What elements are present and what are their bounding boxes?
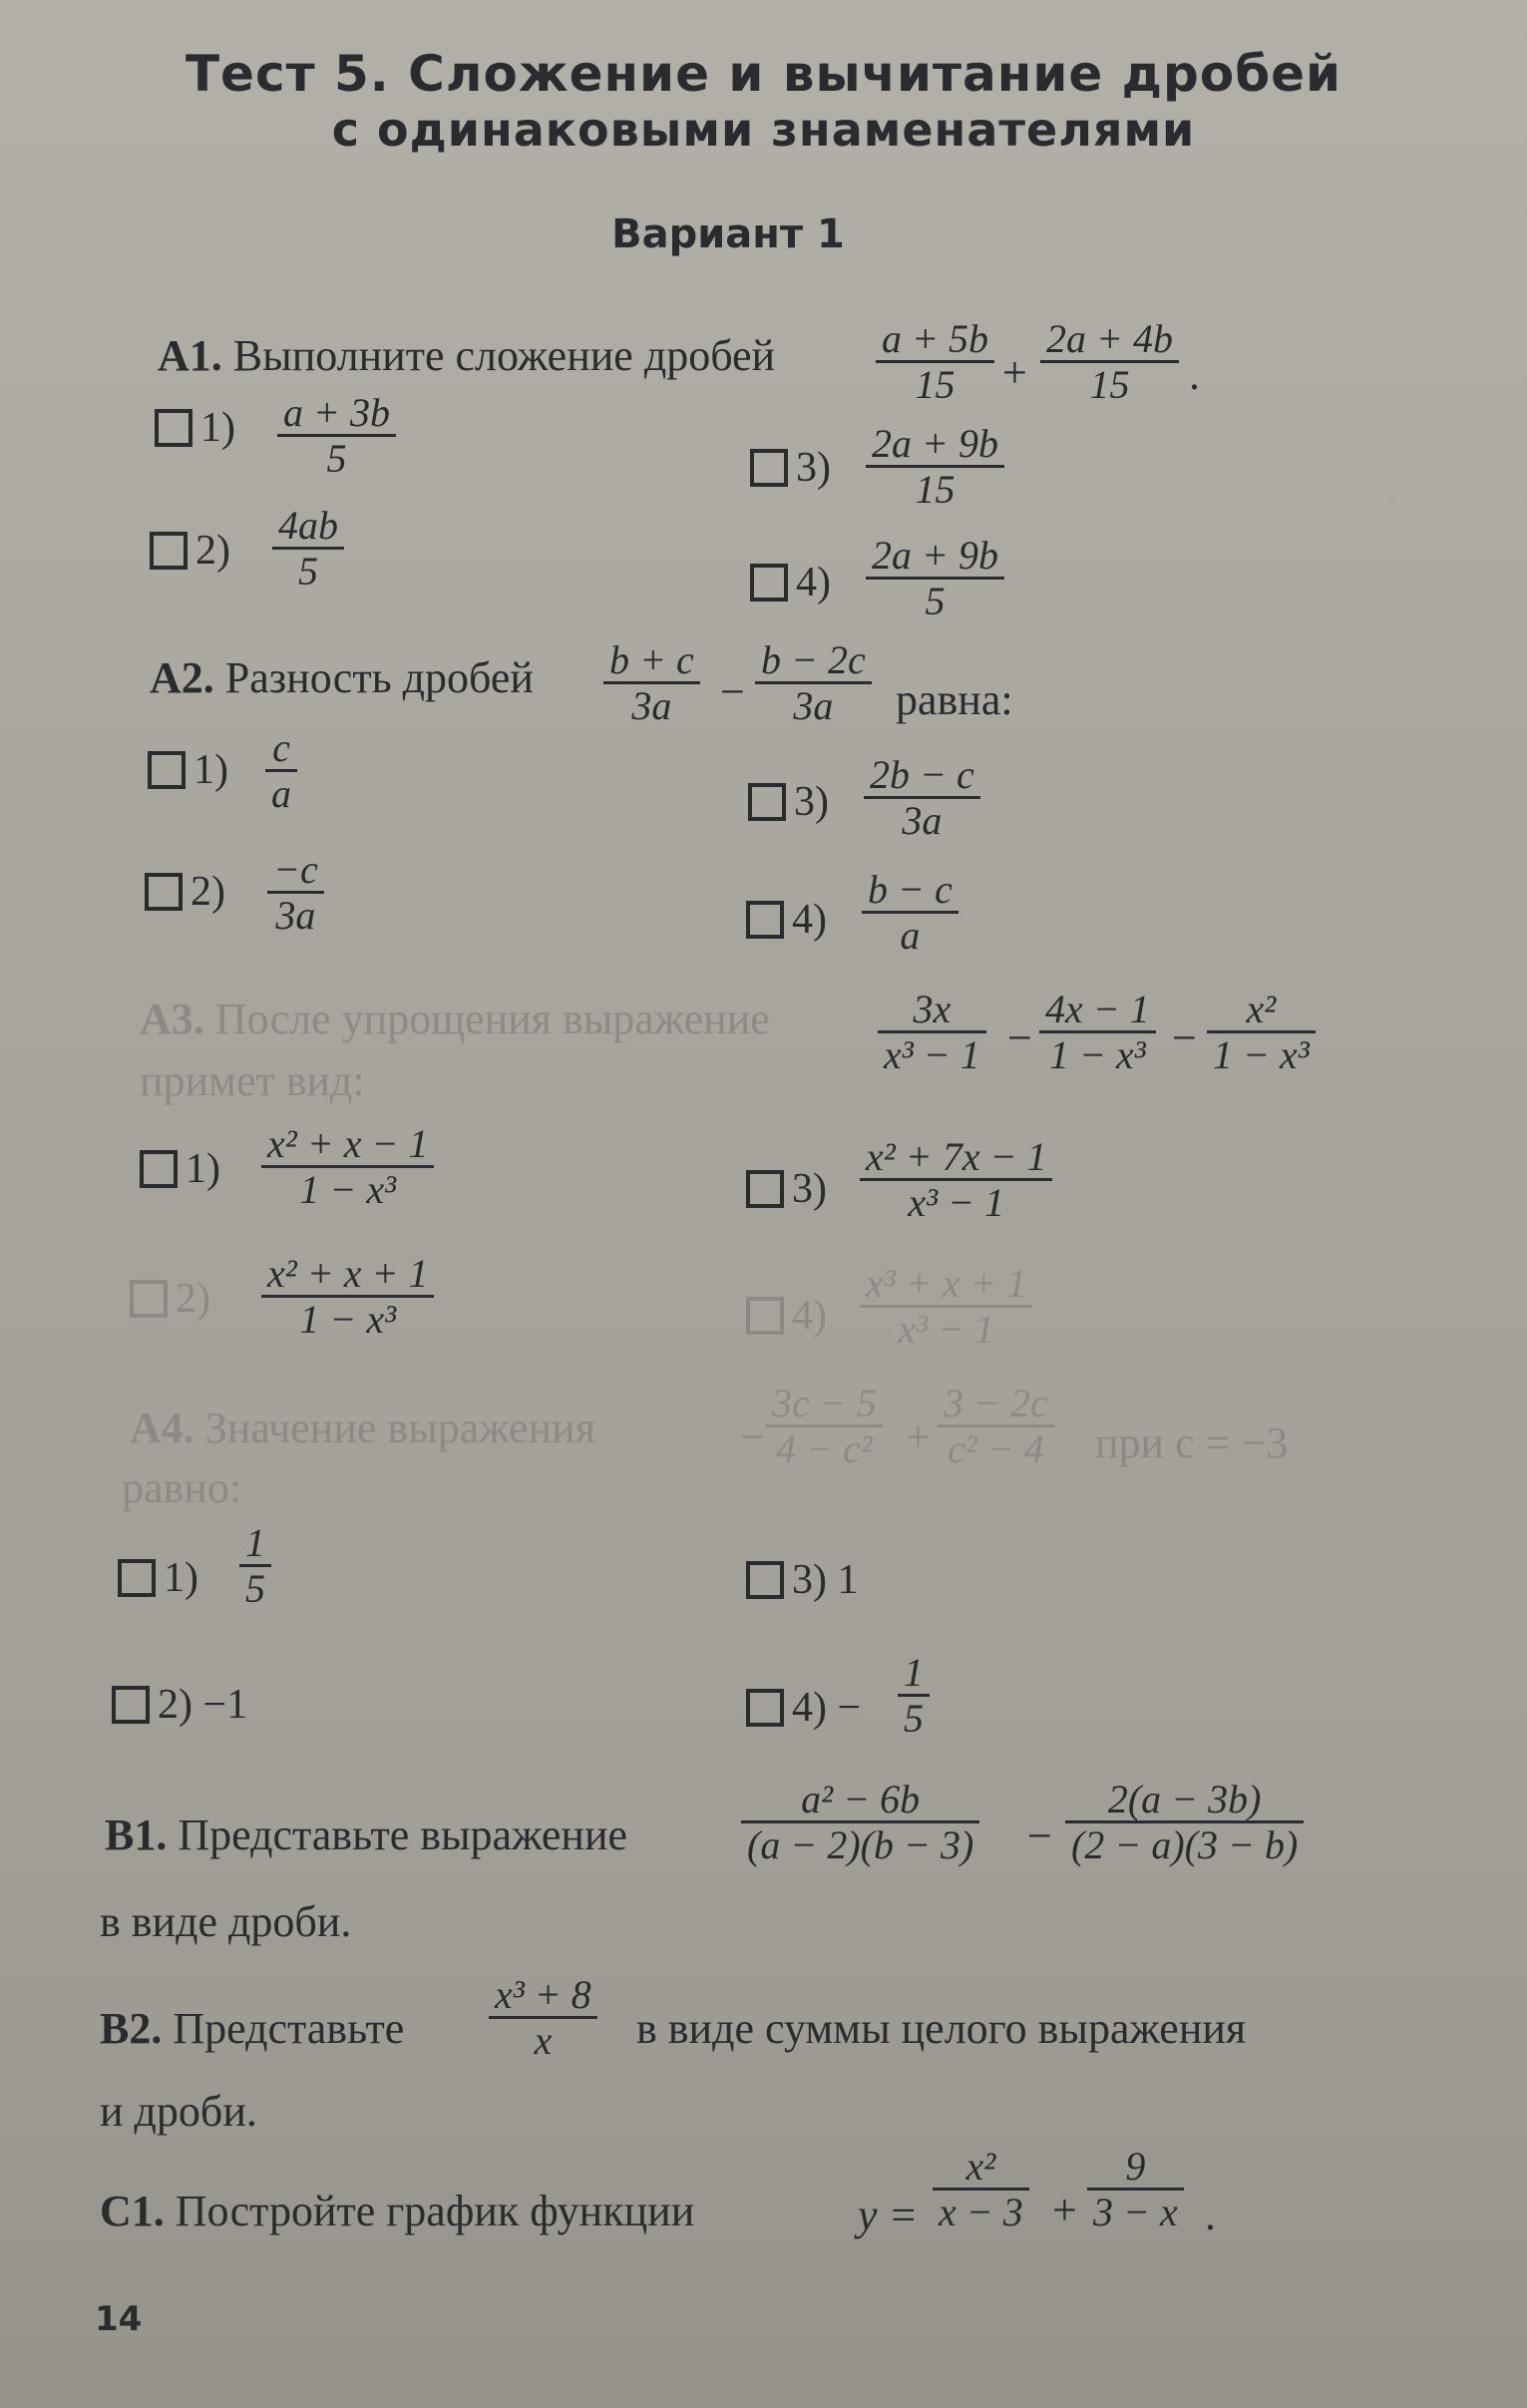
option-label: 1)	[186, 1146, 220, 1192]
a4-option-4[interactable]	[746, 1684, 861, 1732]
question-a4-condition: при c = −3	[1095, 1418, 1289, 1467]
fraction-num: 4ab	[272, 504, 344, 550]
a3-fraction-2-num: 4x − 1	[1039, 988, 1156, 1033]
a2-option-2[interactable]	[145, 868, 225, 916]
question-c1-text: Постройте график функции	[175, 2187, 695, 2235]
minus-sign: −	[1172, 1013, 1197, 1062]
fraction-den: 1 − x³	[299, 1167, 397, 1213]
a2-fraction-1	[603, 638, 700, 727]
checkbox[interactable]	[148, 751, 186, 789]
question-a3-line2: примет вид:	[140, 1056, 365, 1105]
a2-fraction-2-num: b − 2c	[755, 638, 872, 684]
checkbox[interactable]	[155, 409, 192, 447]
fraction-num: b − c	[862, 868, 958, 914]
fraction-num: x³ + x + 1	[860, 1262, 1032, 1308]
a1-fraction-2-num: 2a + 4b	[1040, 317, 1179, 363]
option-label: 4)	[792, 1293, 827, 1339]
variant-heading: Вариант 1	[611, 211, 845, 257]
a2-option-2-fraction	[267, 848, 324, 937]
fraction-num: 1	[898, 1651, 930, 1697]
b1-fraction-1	[741, 1778, 979, 1866]
fraction-num: 1	[239, 1521, 271, 1567]
question-b1	[105, 1810, 628, 1859]
a3-fraction-1-den: x³ − 1	[884, 1032, 980, 1078]
question-c1-number: С1.	[100, 2187, 165, 2235]
fraction-den: 3a	[275, 893, 316, 939]
a2-option-3[interactable]	[748, 778, 829, 826]
a4-option-3[interactable]	[746, 1556, 859, 1604]
minus-sign: −	[740, 1412, 765, 1461]
question-a2-text: Разность дробей	[224, 653, 534, 702]
a3-option-2-fraction	[261, 1252, 434, 1341]
question-a2	[150, 653, 534, 702]
checkbox[interactable]	[750, 449, 788, 487]
a2-fraction-2-den: 3a	[793, 683, 834, 729]
option-label: 2)	[176, 1276, 210, 1322]
fraction-den: 1 − x³	[299, 1297, 397, 1343]
b1-fraction-2-num: 2(a − 3b)	[1065, 1778, 1304, 1823]
a3-fraction-1-num: 3x	[878, 988, 986, 1033]
a1-option-1[interactable]	[155, 404, 235, 452]
test-title-line1: Тест 5. Сложение и вычитание дробей	[185, 45, 1342, 103]
a3-option-2[interactable]	[130, 1275, 210, 1323]
a1-fraction-1	[876, 317, 994, 406]
a4-option-1-fraction	[239, 1521, 271, 1610]
option-label: 3)	[792, 1166, 827, 1212]
fraction-den: 5	[904, 1696, 924, 1742]
a2-fraction-1-den: 3a	[631, 683, 672, 729]
a3-fraction-3	[1207, 988, 1316, 1076]
question-a4	[130, 1406, 595, 1450]
checkbox[interactable]	[746, 1561, 784, 1599]
checkbox[interactable]	[746, 901, 784, 939]
fraction-den: 3a	[902, 798, 943, 844]
checkbox[interactable]	[748, 783, 786, 821]
minus-sign: −	[1027, 1811, 1052, 1860]
a1-option-1-fraction	[277, 391, 396, 480]
a3-option-3-fraction	[860, 1135, 1052, 1224]
b2-fraction	[489, 1973, 597, 2062]
option-label: 4)	[792, 897, 827, 943]
option-label: 4) −	[792, 1685, 862, 1731]
a4-fraction-2-num: 3 − 2c	[938, 1382, 1054, 1427]
a1-option-4-fraction	[866, 534, 1004, 622]
c1-fraction-1-den: x − 3	[939, 2190, 1023, 2235]
plus-sign: +	[1002, 348, 1027, 397]
period: .	[1205, 2191, 1216, 2239]
plus-sign: +	[906, 1412, 931, 1461]
option-label: 3) 1	[792, 1557, 859, 1603]
question-a3	[140, 995, 770, 1043]
question-b1-line2: в виде дроби.	[100, 1897, 352, 1946]
checkbox[interactable]	[150, 532, 188, 570]
c1-fraction-1-num: x²	[933, 2145, 1029, 2191]
fraction-num: −c	[267, 848, 324, 894]
a1-fraction-2	[1040, 317, 1179, 406]
option-label: 4)	[796, 560, 831, 605]
option-label: 2)	[195, 528, 230, 574]
option-label: 1)	[193, 747, 228, 793]
c1-fraction-2	[1087, 2145, 1184, 2233]
fraction-num: x² + 7x − 1	[860, 1135, 1052, 1181]
question-c1	[100, 2187, 695, 2235]
question-a4-number: А4.	[130, 1404, 194, 1452]
a2-option-1-fraction	[265, 726, 297, 815]
checkbox[interactable]	[130, 1280, 168, 1318]
a2-option-4[interactable]	[746, 896, 827, 944]
b1-fraction-2-den: (2 − a)(3 − b)	[1071, 1822, 1299, 1868]
a3-fraction-2	[1039, 988, 1156, 1076]
page-number: 14	[95, 2299, 143, 2339]
c1-fraction-2-den: 3 − x	[1093, 2190, 1178, 2235]
question-b2-rest: в виде суммы целого выражения	[636, 2004, 1247, 2053]
a1-fraction-2-den: 15	[1089, 362, 1130, 408]
option-label: 2) −1	[158, 1682, 248, 1728]
question-b1-number: В1.	[105, 1810, 168, 1859]
b1-fraction-1-den: (a − 2)(b − 3)	[747, 1822, 974, 1868]
fraction-num: 2b − c	[864, 753, 980, 799]
a4-fraction-1	[766, 1382, 883, 1470]
fraction-den: a	[900, 913, 921, 959]
a3-fraction-3-den: 1 − x³	[1213, 1032, 1310, 1078]
checkbox[interactable]	[118, 1559, 156, 1597]
question-a1	[158, 331, 776, 380]
function-y-equals: y =	[858, 2191, 919, 2239]
question-a4-text: Значение выражения	[204, 1404, 595, 1452]
question-b1-text: Представьте выражение	[178, 1810, 628, 1859]
option-label: 3)	[796, 445, 831, 491]
checkbox[interactable]	[750, 564, 788, 602]
c1-fraction-2-num: 9	[1087, 2145, 1184, 2191]
a3-fraction-1	[878, 988, 986, 1076]
fraction-den: x³ − 1	[908, 1180, 1005, 1226]
a2-fraction-2	[755, 638, 872, 727]
minus-sign: −	[1007, 1013, 1032, 1062]
fraction-den: 5	[925, 579, 946, 624]
question-a2-suffix: равна:	[896, 675, 1013, 724]
a4-fraction-1-num: 3c − 5	[766, 1382, 883, 1427]
question-b2	[100, 2004, 405, 2053]
fraction-den: 15	[915, 467, 955, 513]
a1-option-3[interactable]	[750, 444, 831, 492]
question-a3-text: После упрощения выражение	[214, 995, 770, 1043]
checkbox[interactable]	[746, 1297, 784, 1335]
a3-option-1[interactable]	[140, 1145, 220, 1193]
question-a3-number: А3.	[140, 995, 204, 1043]
a1-option-3-fraction	[866, 422, 1004, 511]
option-label: 1)	[200, 405, 235, 451]
plus-sign: +	[1052, 2186, 1077, 2234]
period: .	[1189, 350, 1200, 399]
fraction-den: x³ − 1	[898, 1307, 995, 1353]
c1-fraction-1	[933, 2145, 1029, 2233]
question-a1-text: Выполните сложение дробей	[232, 331, 776, 380]
option-label: 2)	[191, 869, 225, 915]
a2-fraction-1-num: b + c	[603, 638, 700, 684]
question-b2-line2: и дроби.	[100, 2087, 257, 2136]
a3-option-4-fraction	[860, 1262, 1032, 1351]
fraction-num: a + 3b	[277, 391, 396, 437]
a4-fraction-1-den: 4 − c²	[776, 1426, 873, 1472]
a4-option-1[interactable]	[118, 1554, 198, 1602]
a2-option-3-fraction	[864, 753, 980, 842]
b1-fraction-2	[1065, 1778, 1304, 1866]
a1-fraction-1-num: a + 5b	[876, 317, 994, 363]
fraction-den: 5	[326, 436, 347, 482]
a1-fraction-1-den: 15	[915, 362, 955, 408]
a1-option-2[interactable]	[150, 527, 230, 575]
fraction-num: c	[265, 726, 297, 772]
a4-fraction-2	[938, 1382, 1054, 1470]
a4-option-2[interactable]	[112, 1681, 247, 1729]
question-a2-number: А2.	[150, 653, 214, 702]
checkbox[interactable]	[746, 1689, 784, 1727]
b2-fraction-num: x³ + 8	[489, 1973, 597, 2019]
a3-option-4[interactable]	[746, 1292, 827, 1340]
question-a4-line2: равно:	[122, 1463, 242, 1512]
minus-sign: −	[720, 667, 745, 716]
fraction-num: x² + x − 1	[261, 1122, 434, 1168]
a3-option-1-fraction	[261, 1122, 434, 1211]
b2-fraction-den: x	[534, 2018, 553, 2064]
a4-fraction-2-den: c² − 4	[948, 1426, 1044, 1472]
a4-option-4-fraction	[898, 1651, 930, 1740]
fraction-num: 2a + 9b	[866, 534, 1004, 580]
fraction-den: a	[271, 771, 291, 817]
a2-option-4-fraction	[862, 868, 958, 957]
a2-option-1[interactable]	[148, 746, 228, 794]
b1-fraction-1-num: a² − 6b	[741, 1778, 979, 1823]
a3-fraction-3-num: x²	[1207, 988, 1316, 1033]
question-b2-number: В2.	[100, 2004, 163, 2053]
fraction-den: 5	[245, 1566, 265, 1612]
question-b2-text: Представьте	[173, 2004, 405, 2053]
fraction-num: x² + x + 1	[261, 1252, 434, 1298]
option-label: 3)	[794, 779, 829, 825]
option-label: 1)	[164, 1555, 198, 1601]
a3-fraction-2-den: 1 − x³	[1049, 1032, 1146, 1078]
checkbox[interactable]	[140, 1150, 178, 1188]
checkbox[interactable]	[112, 1686, 150, 1724]
question-a1-number: А1.	[158, 331, 222, 380]
a3-option-3[interactable]	[746, 1165, 827, 1213]
checkbox[interactable]	[746, 1170, 784, 1208]
a1-option-4[interactable]	[750, 559, 831, 606]
fraction-num: 2a + 9b	[866, 422, 1004, 468]
test-title-line2: с одинаковыми знаменателями	[331, 103, 1196, 157]
checkbox[interactable]	[145, 873, 183, 911]
a1-option-2-fraction	[272, 504, 344, 593]
fraction-den: 5	[298, 549, 318, 595]
